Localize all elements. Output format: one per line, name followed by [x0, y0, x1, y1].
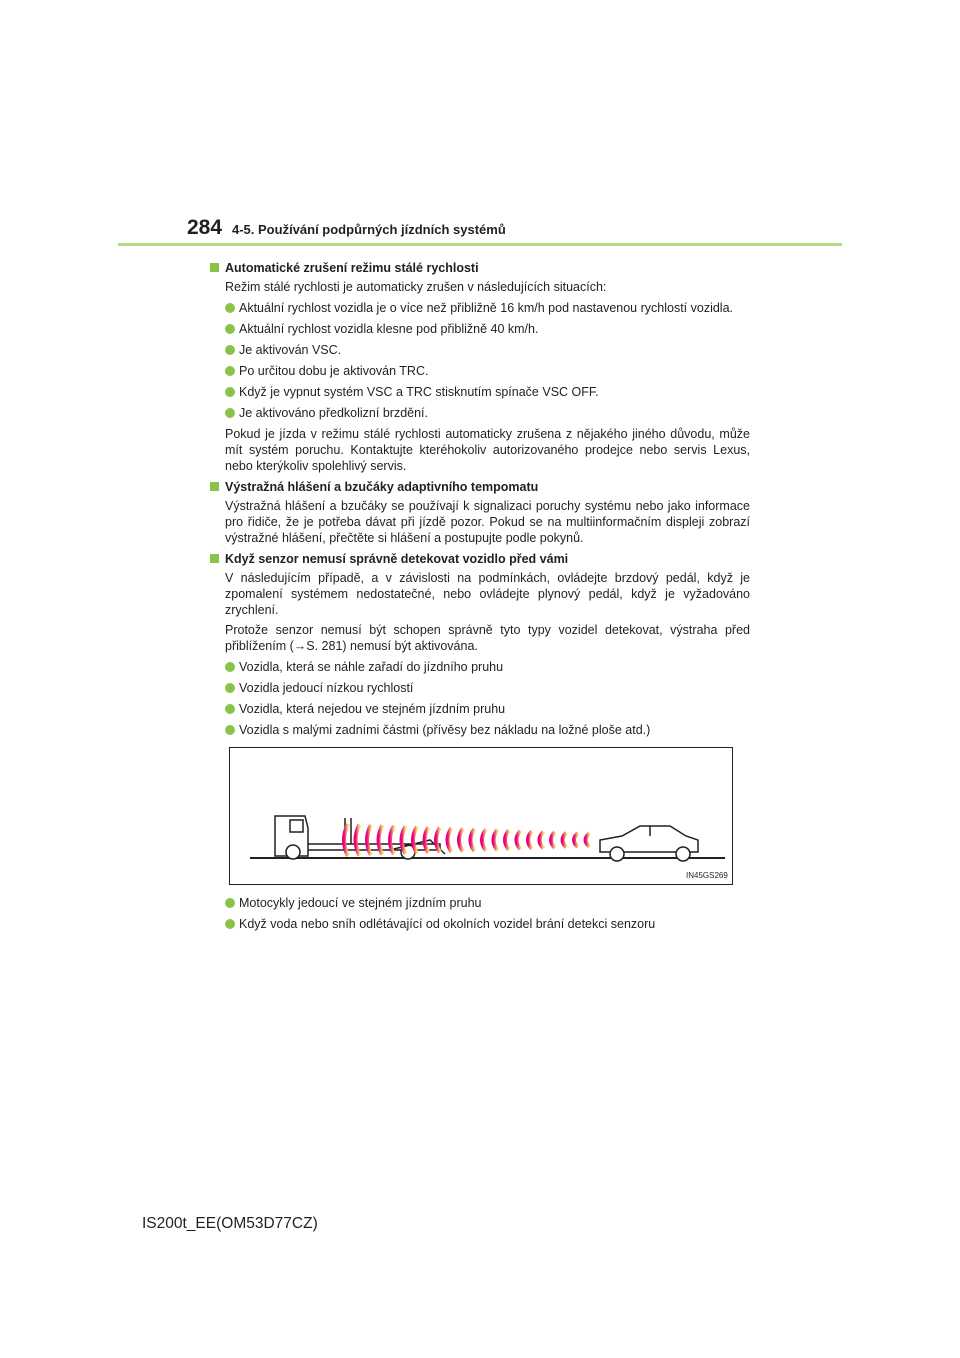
radar-wave-arc — [448, 828, 452, 852]
list-item: Je aktivován VSC. — [225, 342, 750, 358]
list-item: Je aktivováno předkolizní brzdění. — [225, 405, 750, 421]
square-bullet-icon — [210, 482, 219, 491]
section-title: Když senzor nemusí správně detekovat vozidlo před vámi — [210, 550, 750, 568]
circle-bullet-icon — [225, 704, 235, 714]
chapter-title: 4-5. Používání podpůrných jízdních systémů — [232, 222, 506, 237]
section-intro: Režim stálé rychlosti je automaticky zrušen v následujících situacích: — [225, 280, 607, 294]
section-intro-2: Protože senzor nemusí být schopen správně tyto typy vozidel detekovat, výstraha před přiblížením (→S. 281) nemusí být aktivována. — [225, 623, 750, 653]
list-item: Vozidla, která se náhle zařadí do jízdního pruhu — [225, 659, 750, 675]
illustration-code: IN45GS269 — [686, 871, 728, 880]
section-outro: Pokud je jízda v režimu stálé rychlosti automaticky zrušena z nějakého jiného důvodu, může mít systém poruchu. Kontaktujte kteréhokoliv autorizovaného prodejce nebo servis Lexus, nebo kterýkoliv spolehlivý servis. — [225, 427, 750, 473]
circle-bullet-icon — [225, 408, 235, 418]
list-item: Když je vypnut systém VSC a TRC stisknutím spínače VSC OFF. — [225, 384, 750, 400]
after-illustration-list — [210, 890, 770, 937]
radar-wave-arc — [528, 831, 532, 849]
list-item: Motocykly jedoucí ve stejném jízdním pruhu — [225, 895, 770, 911]
circle-bullet-icon — [225, 725, 235, 735]
radar-wave-arc — [494, 830, 498, 850]
section-intro: V následujícím případě, a v závislosti na podmínkách, ovládejte brzdový pedál, když je zpomalení systémem nedostatečné, nebo ovládejte plynový pedál, když je vyžadováno zrychlení. — [225, 571, 750, 617]
list-item: Vozidla jedoucí nízkou rychlostí — [225, 680, 750, 696]
radar-wave-arc — [482, 829, 486, 850]
circle-bullet-icon — [225, 662, 235, 672]
radar-wave-arc — [367, 825, 371, 855]
radar-wave-arc — [413, 827, 417, 854]
header-rule — [118, 243, 842, 246]
circle-bullet-icon — [225, 683, 235, 693]
circle-bullet-icon — [225, 919, 235, 929]
radar-illustration — [229, 747, 733, 885]
square-bullet-icon — [210, 263, 219, 272]
list-item: Když voda nebo sníh odlétávající od okolních vozidel brání detekci senzoru — [225, 916, 770, 932]
radar-wave-arc — [586, 833, 590, 846]
radar-wave-arc — [402, 826, 406, 854]
radar-wave-arc — [505, 830, 509, 849]
radar-wave-arc — [563, 833, 567, 848]
car-icon — [600, 826, 698, 861]
section-title: Výstražná hlášení a bzučáky adaptivního tempomatu — [210, 478, 750, 496]
list-item: Vozidla, která nejedou ve stejném jízdním pruhu — [225, 701, 750, 717]
circle-bullet-icon — [225, 324, 235, 334]
radar-wave-arc — [471, 829, 475, 851]
section-title: Automatické zrušení režimu stálé rychlosti — [210, 259, 750, 277]
radar-wave-arc — [540, 832, 544, 849]
circle-bullet-icon — [225, 387, 235, 397]
radar-wave-arc — [459, 829, 463, 852]
radar-wave-arc — [551, 832, 555, 848]
radar-wave-arc — [436, 828, 440, 853]
circle-bullet-icon — [225, 345, 235, 355]
circle-bullet-icon — [225, 898, 235, 908]
square-bullet-icon — [210, 554, 219, 563]
radar-wave-arc — [574, 833, 578, 847]
section-intro: Výstražná hlášení a bzučáky se používají k signalizaci poruchy systému nebo jako informace pro řidiče, že je potřeba dávat při jízdě pozor. Pokud se na multiinformačním displeji zobrazí výstražné hlášení, přečtěte si hlášení a postupujte podle pokynů. — [225, 499, 750, 545]
radar-wave-arc — [344, 824, 348, 856]
list-item: Aktuální rychlost vozidla klesne pod přibližně 40 km/h. — [225, 321, 750, 337]
main-content — [210, 255, 750, 743]
model-code: IS200t_EE(OM53D77CZ) — [142, 1215, 318, 1232]
radar-wave-arc — [390, 826, 394, 854]
radar-wave-arc — [517, 831, 521, 850]
list-item: Aktuální rychlost vozidla je o více než přibližně 16 km/h pod nastavenou rychlostí vozidla. — [225, 300, 750, 316]
circle-bullet-icon — [225, 366, 235, 376]
list-item: Vozidla s malými zadními částmi (přívěsy bez nákladu na ložné ploše atd.) — [225, 722, 750, 738]
list-item: Po určitou dobu je aktivován TRC. — [225, 363, 750, 379]
radar-wave-arc — [379, 825, 383, 854]
page-number: 284 — [187, 216, 223, 239]
radar-wave-arc — [356, 824, 360, 855]
truck-car-radar-drawing — [230, 748, 732, 884]
radar-waves — [344, 824, 590, 856]
circle-bullet-icon — [225, 303, 235, 313]
